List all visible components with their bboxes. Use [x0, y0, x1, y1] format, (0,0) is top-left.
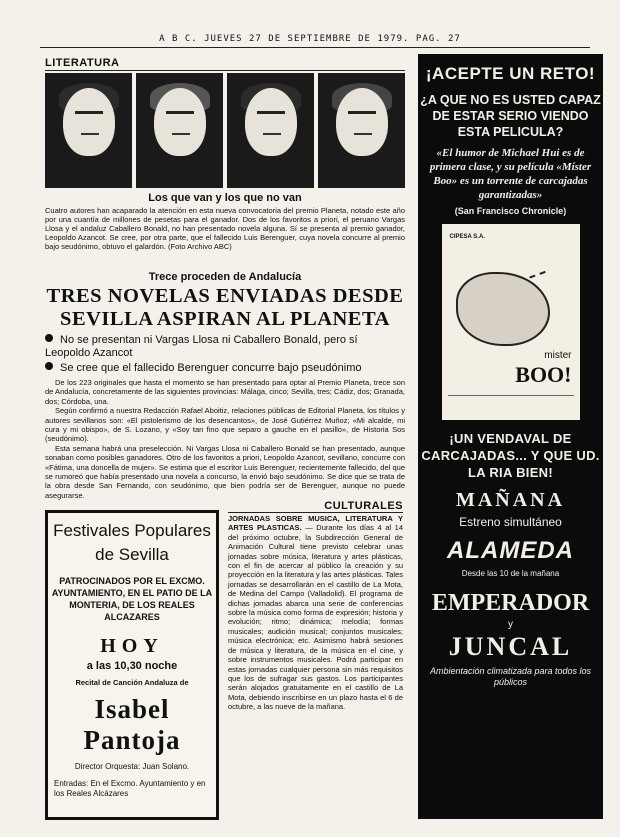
poster-subtitle: mister — [544, 350, 572, 361]
article-kicker: Trece proceden de Andalucía — [148, 271, 302, 283]
cinema-ad-date: MAÑANA — [455, 489, 566, 511]
bullet-text: Se cree que el fallecido Berenguer concurre bajo pseudónimo — [60, 362, 362, 374]
poster-brand: CIPESA S.A. — [449, 234, 485, 240]
festival-director: Director Orquesta: Juan Solano. — [74, 762, 190, 771]
article-paragraph: De los 223 originales que hasta el momento se han presentado para optar al Premio Planeta, trece son de Andalucía, concretamente de las siguientes provincias: Málaga, cinco; Sevilla, tres; Cádiz, dos; Granada, dos; Córdoba, una. — [45, 378, 405, 406]
cinema-ad-question: ¿A QUE NO ES USTED CAPAZ DE ESTAR SERIO VIENDO ESTA PELICULA? — [420, 93, 601, 139]
poster-fine-print — [448, 395, 574, 412]
film-poster — [442, 224, 580, 420]
article-bullet — [45, 362, 405, 375]
festival-recital: Recital de Canción Andaluza de — [75, 678, 189, 687]
cinema-schedule: Desde las 10 de la mañana — [461, 569, 560, 578]
festival-tickets: Entradas: En el Excmo. Ayuntamiento y en los Reales Alcázares — [54, 779, 206, 798]
culturales-body — [228, 514, 403, 712]
festival-ad — [45, 510, 219, 820]
bullet-icon — [45, 362, 53, 370]
header-rule — [40, 47, 590, 48]
section-rule — [45, 70, 405, 71]
cinema-name: ALAMEDA — [447, 537, 574, 564]
festival-artist: Isabel Pantoja — [83, 694, 181, 755]
cinema-ad — [418, 54, 603, 819]
author-photo — [45, 73, 132, 188]
cinema-ad-source: (San Francisco Chronicle) — [454, 206, 567, 216]
article-paragraph: Esta semana habrá una preselección. Ni Vargas Llosa ni Caballero Bonald se han presentado, aunque sonaban como posibles ganadores. Otro de los favoritos a priori, Leopoldo Azancot, sevillano, concurre con «Fátima, una doncella de mujer». Se estima que el escritor Luis Berenguer, recientemente fallecido, del que se rumoreó que había presentado una novela a concurso, la envió bajo seudónimo. Se dice que se trata de la obra desde San Fernando, con seudónimo, que bien podría ser de Berenguer, aunque no puede asegurarse. — [45, 443, 405, 500]
bullet-text: No se presentan ni Vargas Llosa ni Caballero Bonald, pero sí Leopoldo Azancot — [45, 334, 358, 359]
author-photo — [318, 73, 405, 188]
festival-title-line: Festivales Populares — [53, 521, 211, 540]
author-photos — [45, 73, 405, 188]
photo-caption-text: Cuatro autores han acaparado la atención en esta nueva convocatoria del premio Planeta, notado este año por una cuantía de millones de pesetas para el ganador. Dos de los favoritos a priori, el peruano Vargas Llosa y el andaluz Caballero Bonald, no han presentado novela alguna. Sí se presenta al premio ganador, Leopoldo Azancot. Se cree, por otra parte, que el fallecido Luis Berenguer, cuya novela concurre al premio bajo seudónimo, obtuvo el galardón. (Foto Archivo ABC) — [45, 206, 405, 251]
shoe-icon — [456, 272, 550, 346]
culturales-label: CULTURALES — [324, 500, 403, 512]
article-paragraph: Según confirmó a nuestra Redacción Rafael Aboitiz, relaciones públicas de Editorial Planeta, los títulos y autores sevillanos son: «El pistolerismo de los desencantos», de José Gutiérrez Muñoz; «Mi alcalde, mi cura y mi obispo», de S. Lozano, y «Soy tan fino que separo a gauche en el pasillo», de Historia Sos (seudónimo). — [45, 406, 405, 444]
culturales-title: JORNADAS SOBRE MUSICA, LITERATURA Y ARTES PLASTICAS. — [228, 514, 403, 533]
author-photo — [227, 73, 314, 188]
festival-time: a las 10,30 noche — [86, 660, 178, 672]
author-photo — [136, 73, 223, 188]
festival-hoy: HOY — [100, 635, 164, 657]
photo-caption-title: Los que van y los que no van — [148, 192, 302, 204]
cinema-ambience: Ambientación climatizada para todos los públicos — [429, 666, 592, 687]
cinema-ad-premiere: Estreno simultáneo — [459, 515, 562, 529]
section-label: LITERATURA — [45, 57, 120, 69]
bullet-icon — [45, 334, 53, 342]
article-headline: TRES NOVELAS ENVIADAS DESDE SEVILLA ASPIRAN AL PLANETA — [46, 285, 404, 330]
festival-title — [48, 519, 216, 567]
poster-title: BOO! — [515, 362, 572, 387]
culturales-text: — Durante los días 4 al 14 del próximo octubre, la Subdirección General de Animación Cultural tiene previsto celebrar unas jornadas sobre música, literatura y artes plásticas, con el fin de acercar al público la creación y su proyección en la literatura y las artes plásticas. Tales jornadas se desarrollarán en el castillo de La Mota, de Medina del Campo (Valladolid). El programa de dichas jornadas abarca una serie de conferencias sobre la música como forma de expresión; historia y evolución; ritmo; dinámica; melodía; formas musicales; audición musical; conjuntos musicales; música electrónica; etc. Asimismo habrá sesiones de música y literatura, de la música en el cine, y sobre instrumentos musicales. Podrá participar en estas jornadas cualquier persona sin más requisitos que los de sufragar sus gastos. Los participantes serán alojados gratuitamente en el castillo de La Mota, debiendo inscribirse en un plazo hasta el 6 de octubre, a las nueve de la mañana. — [228, 523, 403, 712]
cinema-ad-quote: «El humor de Michael Hui es de primera clase, y su película «Míster Boo» es un torrente de carcajadas garantizadas» — [429, 147, 592, 201]
page-dateline: A B C. JUEVES 27 DE SEPTIEMBRE DE 1979. PAG. 27 — [159, 34, 461, 44]
article-body — [45, 378, 405, 500]
cinema-name: JUNCAL — [448, 632, 573, 661]
article-bullet — [45, 334, 405, 360]
cinema-ad-tagline: ¡UN VENDAVAL DE CARCAJADAS... Y QUE UD. LA RIA BIEN! — [421, 431, 600, 480]
festival-title-line: de Sevilla — [95, 545, 169, 564]
cinema-name: EMPERADOR — [431, 590, 590, 616]
cinema-ad-headline: ¡ACEPTE UN RETO! — [425, 64, 596, 83]
festival-sponsor: PATROCINADOS POR EL EXCMO. AYUNTAMIENTO, EN EL PATIO DE LA MONTERIA, DE LOS REALES ALCAZARES — [51, 576, 213, 622]
culturales-rule — [228, 512, 403, 513]
cinema-conjunction: y — [508, 619, 513, 630]
